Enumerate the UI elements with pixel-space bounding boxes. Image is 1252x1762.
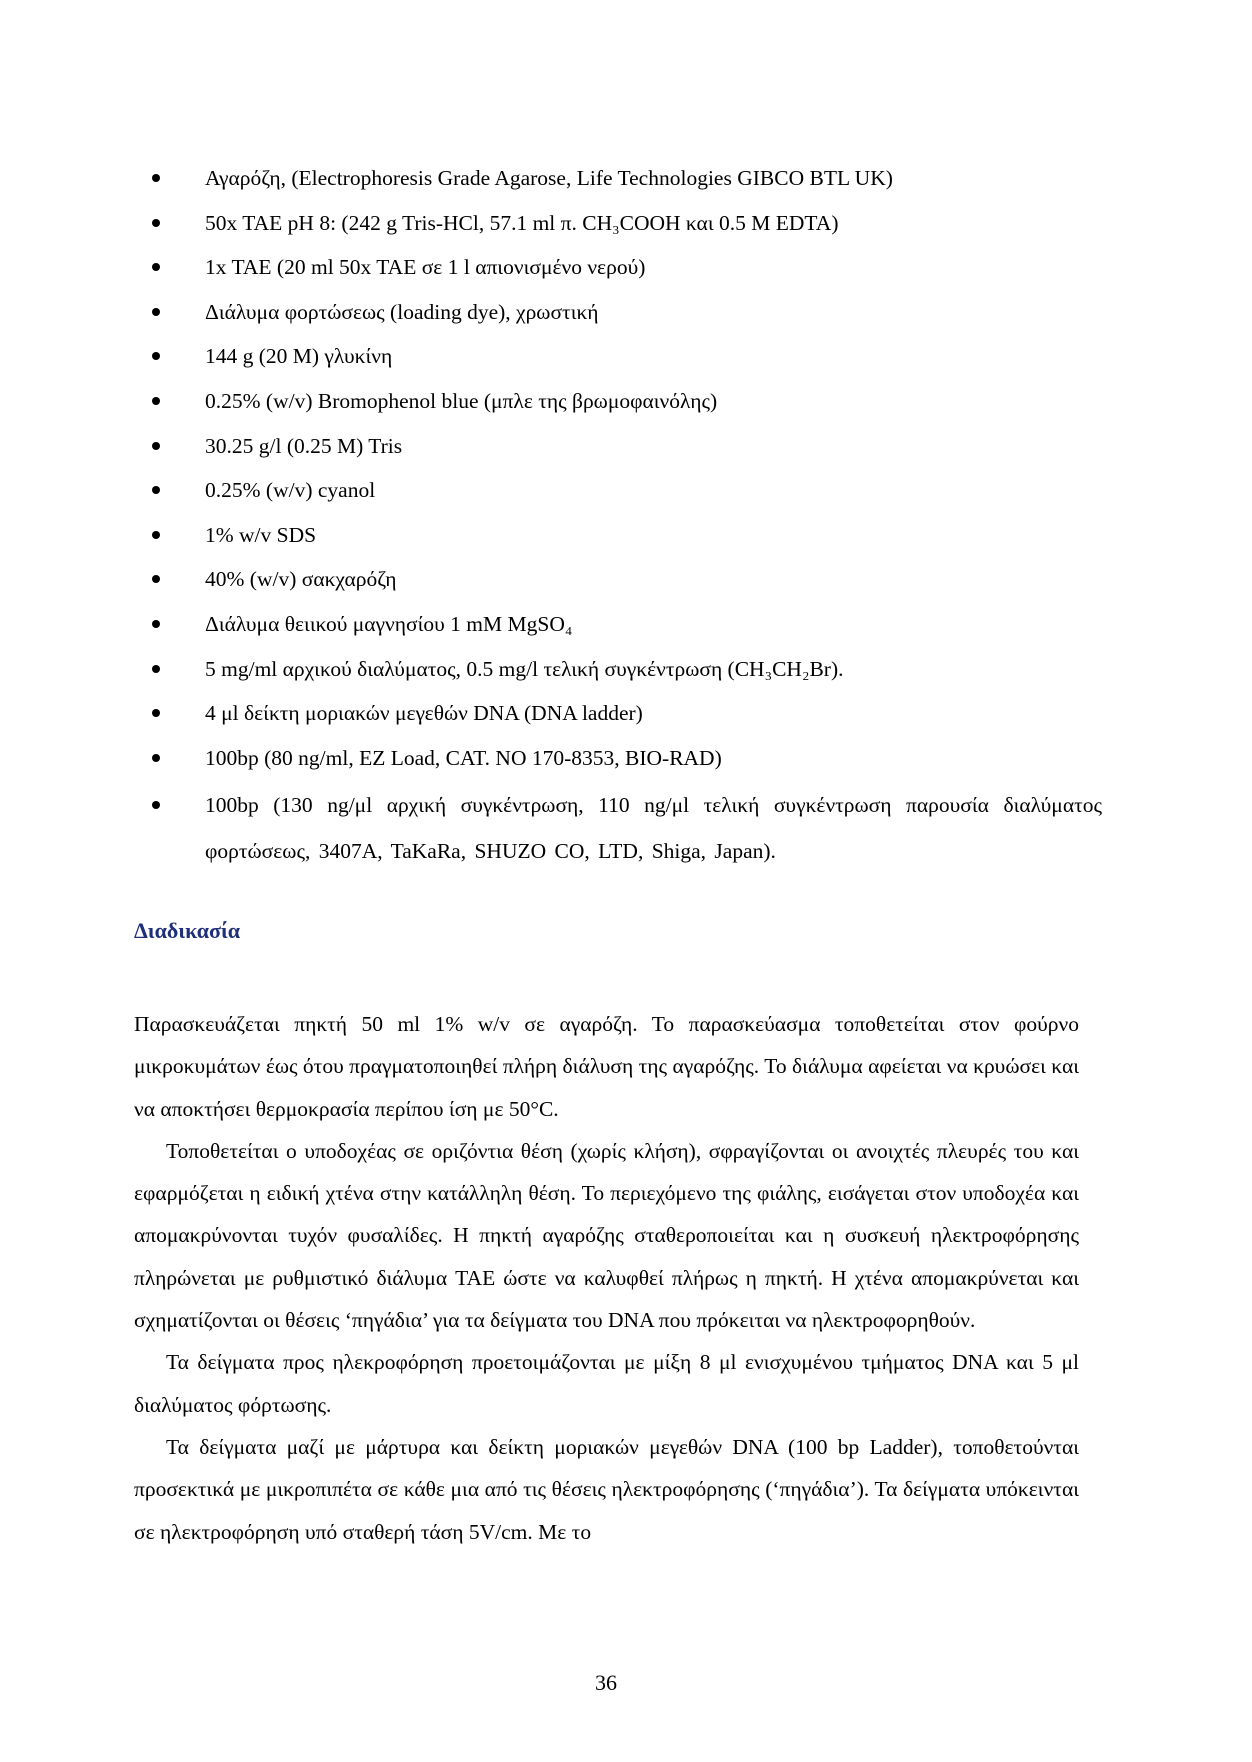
list-item	[152, 468, 1102, 513]
paragraph: Παρασκευάζεται πηκτή 50 ml 1% w/v σε αγαρόζη. Το παρασκεύασμα τοποθετείται στον φούρνο μικροκυμάτων έως ότου πραγματοποιηθεί πλήρη διάλυση της αγαρόζης. Το διάλυμα αφείεται να κρυώσει και να αποκτήσει θερμοκρασία περίπου ίση με 50°C.	[134, 1012, 1079, 1121]
list-item	[152, 647, 1102, 692]
paragraph: Τοποθετείται ο υποδοχέας σε οριζόντια θέση (χωρίς κλήση), σφραγίζονται οι ανοιχτές πλευρές του και εφαρμόζεται η ειδική χτένα στην κατάλληλη θέση. Το περιεχόμενο της φιάλης, εισάγεται στον υποδοχέα και απομακρύνονται τυχόν φυσαλίδες. Η πηκτή αγαρόζης σταθεροποιείται και η συσκευή ηλεκτροφόρησης πληρώνεται με ρυθμιστικό διάλυμα TAE ώστε να καλυφθεί πλήρως η πηκτή. Η χτένα απομακρύνεται και σχηματίζονται οι θέσεις ‘πηγάδια’ για τα δείγματα του DNA που πρόκειται να ηλεκτροφορηθούν.	[134, 1138, 1079, 1333]
list-item-text: Διάλυμα θειικού μαγνησίου 1 mM MgSO₄	[205, 611, 573, 636]
page-number: 36	[595, 1670, 617, 1695]
bullet-icon	[152, 352, 160, 360]
list-item	[152, 245, 1102, 290]
bullet-icon	[152, 754, 160, 762]
bullet-icon	[152, 263, 160, 271]
list-item	[152, 334, 1102, 379]
section-title: Διαδικασία	[134, 918, 241, 943]
bullet-icon	[152, 486, 160, 494]
materials-list	[152, 156, 1102, 874]
list-item-text: 4 μl δείκτη μοριακών μεγεθών DNA (DNA ladder)	[205, 701, 643, 726]
bullet-icon	[152, 575, 160, 583]
list-item	[152, 602, 1102, 647]
paragraph: Τα δείγματα προς ηλεκροφόρηση προετοιμάζονται με μίξη 8 μl ενισχυμένου τμήματος DNA και 5 μl διαλύματος φόρτωσης.	[134, 1350, 1079, 1417]
bullet-icon	[152, 709, 160, 717]
list-item	[152, 736, 1102, 781]
list-item-text: Διάλυμα φορτώσεως (loading dye), χρωστική	[205, 299, 599, 324]
bullet-icon	[152, 397, 160, 405]
list-item	[152, 379, 1102, 424]
bullet-icon	[152, 801, 160, 809]
list-item	[152, 513, 1102, 558]
list-item-text: 1x TAE (20 ml 50x TAE σε 1 l απιονισμένο νερού)	[205, 255, 646, 280]
list-item	[152, 290, 1102, 335]
list-item-text: 40% (w/v) σακχαρόζη	[205, 567, 397, 592]
list-item	[152, 201, 1102, 246]
list-item	[152, 691, 1102, 736]
bullet-icon	[152, 174, 160, 182]
bullet-icon	[152, 219, 160, 227]
list-item	[152, 780, 1102, 874]
bullet-icon	[152, 531, 160, 539]
list-item-text: 0.25% (w/v) cyanol	[205, 478, 376, 503]
list-item-text: Αγαρόζη, (Electrophoresis Grade Agarose, Life Technologies GIBCO BTL UK)	[205, 166, 893, 190]
bullet-icon	[152, 620, 160, 628]
procedure-text	[134, 1003, 1079, 1553]
list-item	[152, 156, 1102, 201]
list-item-text: 100bp (80 ng/ml, EZ Load, CAT. NO 170-8353, BIO-RAD)	[205, 745, 722, 770]
list-item-text: 5 mg/ml αρχικού διαλύματος, 0.5 mg/l τελική συγκέντρωση (CH₃CH₂Br).	[205, 656, 844, 681]
list-item-text: 0.25% (w/v) Bromophenol blue (μπλε της βρωμοφαινόλης)	[205, 388, 718, 413]
bullet-icon	[152, 442, 160, 450]
list-item-text: 50x TAE pH 8: (242 g Tris-HCl, 57.1 ml π. CH₃COOH και 0.5 M EDTA)	[205, 210, 839, 235]
paragraph: Τα δείγματα μαζί με μάρτυρα και δείκτη μοριακών μεγεθών DNA (100 bp Ladder), τοποθετούνται προσεκτικά με μικροπιπέτα σε κάθε μια από τις θέσεις ηλεκτροφόρησης (‘πηγάδια’). Τα δείγματα υπόκεινται σε ηλεκτροφόρηση υπό σταθερή τάση 5V/cm. Με το	[134, 1434, 1079, 1544]
list-item-text: 144 g (20 M) γλυκίνη	[205, 344, 393, 369]
list-item	[152, 424, 1102, 469]
list-item-text: 1% w/v SDS	[205, 522, 317, 547]
bullet-icon	[152, 308, 160, 316]
list-item-text: 100bp (130 ng/μl αρχική συγκέντρωση, 110 ng/μl τελική συγκέντρωση παρουσία διαλύματος φορτώσεως, 3407A, TaKaRa, SHUZO CO, LTD, Shiga, Japan).	[205, 793, 1102, 864]
list-item	[152, 557, 1102, 602]
bullet-icon	[152, 665, 160, 673]
list-item-text: 30.25 g/l (0.25 M) Tris	[205, 433, 403, 458]
